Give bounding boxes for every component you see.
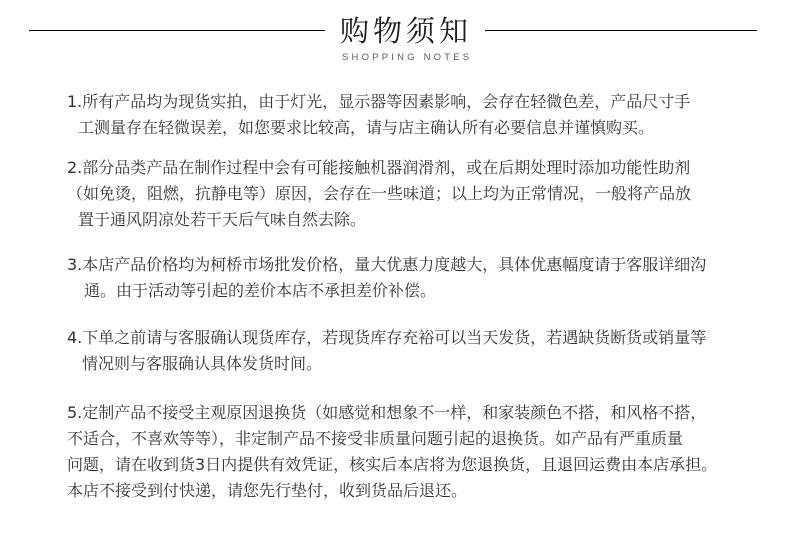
note-item-5: [67, 400, 767, 504]
note-line: 3.本店产品价格均为柯桥市场批发价格，量大优惠力度越大，具体优惠幅度请于客服详细沟: [67, 255, 707, 274]
page-title: 购物须知: [340, 14, 473, 48]
note-line: 5.定制产品不接受主观原因退换货（如感觉和想象不一样，和家装颜色不搭，和风格不搭，: [67, 403, 707, 422]
note-item-2: [67, 155, 767, 233]
note-line: 工测量存在轻微误差，如您要求比较高，请与店主确认所有必要信息并谨慎购买。: [78, 118, 655, 137]
note-line: 通。由于活动等引起的差价本店不承担差价补偿。: [84, 281, 437, 300]
note-line: 不适合，不喜欢等等），非定制产品不接受非质量问题引起的退换货。如产品有严重质量: [67, 429, 684, 448]
note-line: 置于通风阴凉处若干天后气味自然去除。: [78, 210, 367, 229]
note-item-3: [67, 252, 767, 304]
header-divider-right: [485, 30, 757, 31]
note-line: 情况则与客服确认具体发货时间。: [82, 354, 323, 373]
note-line: 2.部分品类产品在制作过程中会有可能接触机器润滑剂，或在后期处理时添加功能性助剂: [67, 158, 691, 177]
header-divider-left: [29, 30, 325, 31]
note-line: 问题，请在收到货3日内提供有效凭证，核实后本店将为您退换货，且退回运费由本店承担。: [67, 455, 718, 474]
page-subtitle: SHOPPING NOTES: [342, 52, 473, 63]
note-line: 1.所有产品均为现货实拍，由于灯光，显示器等因素影响，会存在轻微色差，产品尺寸手: [67, 92, 691, 111]
note-item-1: [67, 89, 767, 141]
note-line: 4.下单之前请与客服确认现货库存，若现货库存充裕可以当天发货，若遇缺货断货或销量等: [67, 328, 707, 347]
note-item-4: [67, 325, 767, 377]
note-line: （如免烫，阻燃，抗静电等）原因，会存在一些味道；以上均为正常情况，一般将产品放: [67, 184, 692, 203]
note-line: 本店不接受到付快递，请您先行垫付，收到货品后退还。: [67, 481, 468, 500]
